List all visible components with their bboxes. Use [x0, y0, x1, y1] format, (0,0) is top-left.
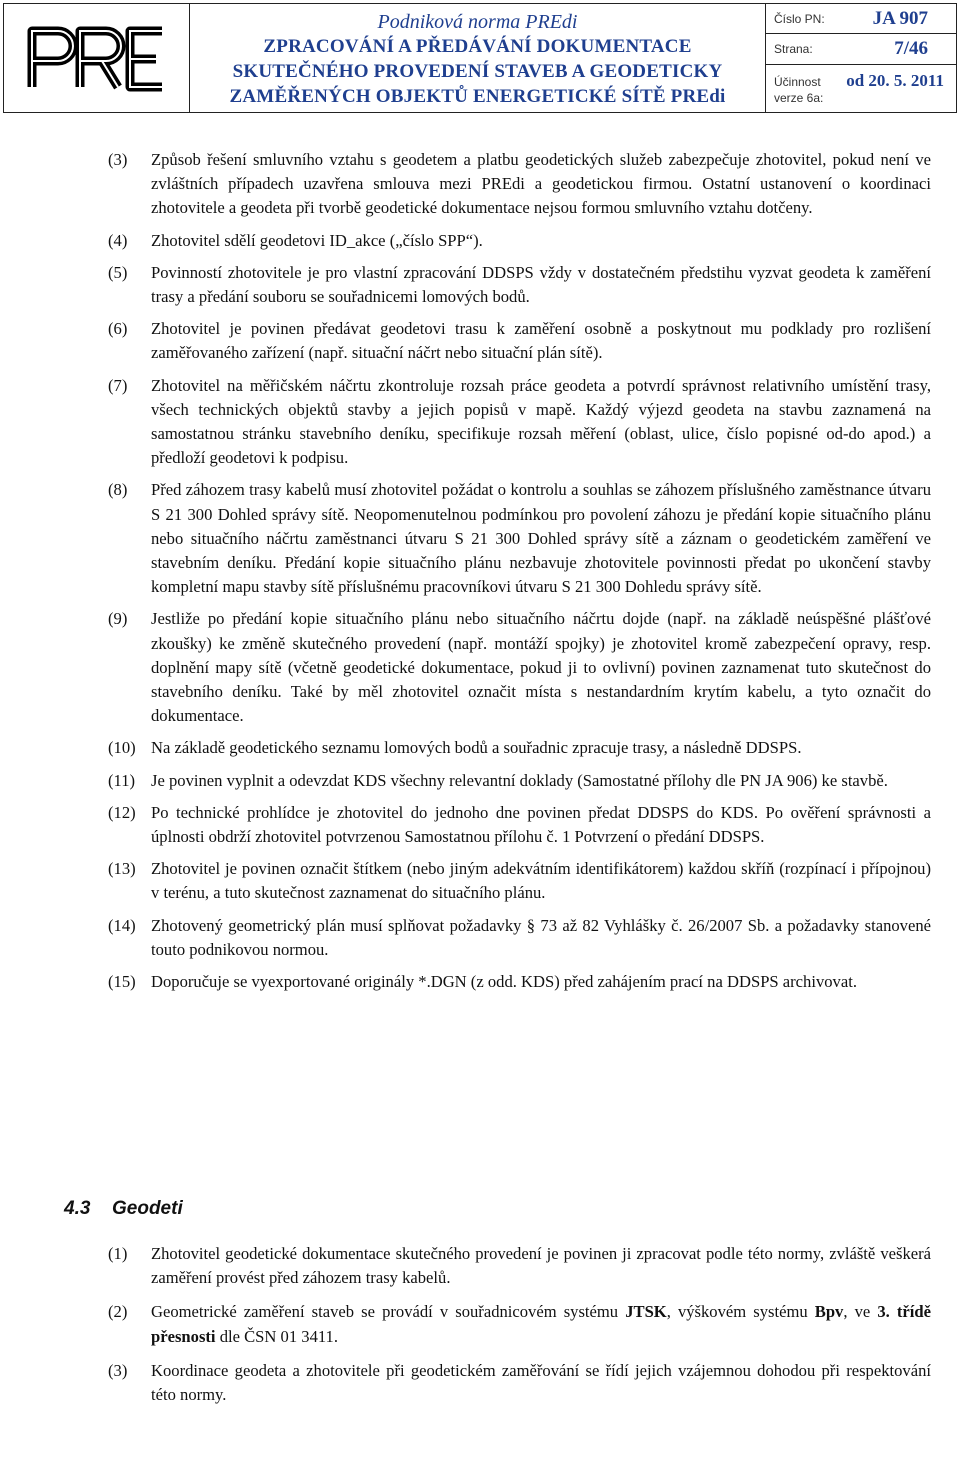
doc-number-row	[766, 4, 956, 34]
doc-number-label: Číslo PN:	[774, 11, 825, 26]
text-run: , ve	[843, 1302, 878, 1322]
norm-title: Podniková norma PREdi	[377, 11, 578, 33]
requirements-list	[108, 148, 931, 1002]
item-text: Koordinace geodeta a zhotovitele při geodetickém zaměřování se řídí jejich vzájemnou dohodou při respektování této normy.	[151, 1360, 931, 1405]
validity-value: od 20. 5. 2011	[846, 71, 944, 91]
accuracy-class: 3. třídě přesnosti	[151, 1302, 931, 1346]
item-number: (15)	[108, 972, 136, 992]
list-item	[108, 970, 931, 994]
list-item	[108, 374, 931, 471]
item-number: (2)	[108, 1302, 128, 1322]
item-text: Zhotovitel na měřičském náčrtu zkontroluje rozsah práce geodeta a potvrdí správnost relativního umístění trasy, všech technických objektů stavby a jejich popisů v mapě. Každý výjezd geodeta na stavbu zaznamená na samostatnou stránku stavebního deníku, specifikuje rozsah měření (oblast, ulice, číslo popisné od-do apod.) a předloží geodetovi k podpisu.	[151, 375, 931, 468]
surveyors-list	[108, 1242, 931, 1407]
text-run: dle ČSN 01 3411.	[215, 1326, 339, 1346]
item-text: Zhotovitel je povinen označit štítkem (nebo jiným adekvátním identifikátorem) každou skříň (rozpínací i přípojnou) v terénu, a tuto skutečnost zaznamenat do situačního plánu.	[151, 859, 931, 903]
item-number: (11)	[108, 770, 136, 790]
item-number: (1)	[108, 1244, 128, 1263]
item-number: (8)	[108, 480, 128, 500]
list-item	[108, 769, 931, 793]
list-item	[108, 261, 931, 309]
list-item	[108, 801, 931, 849]
header-title-block	[190, 4, 766, 112]
coordinate-system-name: JTSK	[625, 1302, 667, 1322]
item-number: (3)	[108, 1360, 128, 1380]
list-item	[108, 148, 931, 221]
item-text: Zhotovitel geodetické dokumentace skutečného provedení je povinen ji zpracovat podle této normy, zvláště veškerá zaměření provést před záhozem trasy kabelů.	[151, 1244, 931, 1288]
item-text: Na základě geodetického seznamu lomových bodů a souřadnic zpracuje trasy, a následně DDSPS.	[151, 738, 802, 758]
section-number: 4.3	[64, 1198, 91, 1219]
section-title: Geodeti	[112, 1198, 183, 1219]
validity-label: Účinnost	[774, 75, 821, 90]
item-number: (3)	[108, 150, 128, 169]
document-title-line-3: ZAMĚŘENÝCH OBJEKTŮ ENERGETICKÉ SÍTĚ PREdi	[229, 86, 726, 107]
list-item	[108, 1242, 931, 1290]
item-number: (7)	[108, 375, 128, 395]
item-number: (6)	[108, 319, 128, 339]
text-run: , výškovém systému	[666, 1302, 815, 1322]
validity-row	[766, 65, 956, 112]
item-text: Zhotovený geometrický plán musí splňovat požadavky § 73 až 82 Vyhlášky č. 26/2007 Sb. a požadavky stanovené touto podnikovou normou.	[151, 915, 931, 959]
item-text: Povinností zhotovitele je pro vlastní zpracování DDSPS vždy v dostatečném předstihu vyzvat geodeta k zaměření trasy a předání souboru se souřadnicemi lomových bodů.	[151, 262, 931, 307]
item-text: Doporučuje se vyexportované originály *.DGN (z odd. KDS) před zahájením prací na DDSPS archivovat.	[151, 972, 857, 992]
item-text: Po technické prohlídce je zhotovitel do jednoho dne povinen předat DDSPS do KDS. Po ověření správnosti a úplnosti obdrží zhotovitel potvrzenou Samostatnou přílohu č. 1 Potvrzení o předání DDSPS.	[151, 802, 931, 847]
pre-logo	[4, 4, 190, 112]
height-system-name: Bpv	[814, 1302, 844, 1322]
list-item	[108, 478, 931, 599]
pre-logo-icon	[22, 23, 172, 93]
section-heading	[64, 1198, 183, 1220]
item-text: Jestliže po předání kopie situačního plánu nebo situačního náčrtu dojde (např. na základě neúspěšné plášťové zkoušky) ke změně skutečného provedení (např. montáží spojky) je zhotovitel kromě zabezpečení opravy, resp. doplnění mapy sítě (včetně geodetické dokumentace, pokud ji to ovlivní) povinen zaznamenat tuto skutečnost do stavebního deníku. Také by měl zhotovitel označit místa s nestandardním krytím kabelu, a tyto označit do dokumentace.	[151, 609, 931, 726]
item-number: (4)	[108, 230, 128, 250]
item-text: Zhotovitel je povinen předávat geodetovi trasu k zaměření osobně a poskytnout mu podklady pro rozlišení zaměřovaného zařízení (např. situační náčrt nebo situační plán sítě).	[151, 319, 931, 363]
list-item	[108, 914, 931, 962]
document-header	[3, 3, 957, 113]
page-number-row	[766, 34, 956, 64]
item-number: (10)	[108, 738, 136, 758]
version-label: verze 6a:	[774, 91, 824, 106]
item-text: Před záhozem trasy kabelů musí zhotovitel požádat o kontrolu a souhlas se záhozem příslušného zaměstnance útvaru S 21 300 Dohled správy sítě. Neopomenutelnou podmínkou pro povolení záhozu je předání kopie situačního plánu nebo situačního náčrtu zaměstnanci útvaru S 21 300 Dohled správy sítě a záznam o geodetickém zaměření ve stavebním deníku. Předání kopie situačního plánu nezbavuje zhotovitele povinnosti předat po ukončení stavby kompletní mapu stavby sítě příslušnému pracovníkovi útvaru S 21 300 Dohledu správy sítě.	[151, 480, 931, 597]
page-number-value: 7/46	[894, 38, 928, 60]
page-number-label: Strana:	[774, 42, 813, 57]
item-number: (13)	[108, 859, 136, 879]
list-item	[108, 607, 931, 728]
header-meta-block	[766, 4, 956, 112]
list-item	[108, 736, 931, 760]
list-item	[108, 1300, 931, 1348]
doc-number-value: JA 907	[872, 7, 928, 29]
list-item	[108, 857, 931, 905]
item-number: (9)	[108, 609, 128, 629]
item-text	[151, 1300, 931, 1348]
list-item	[108, 317, 931, 365]
list-item	[108, 1359, 931, 1407]
item-number: (12)	[108, 802, 136, 822]
document-title-line-1: ZPRACOVÁNÍ A PŘEDÁVÁNÍ DOKUMENTACE	[263, 36, 692, 57]
item-number: (5)	[108, 262, 128, 282]
item-number: (14)	[108, 915, 136, 935]
list-item	[108, 229, 931, 253]
item-text: Zhotovitel sdělí geodetovi ID_akce („číslo SPP“).	[151, 230, 483, 250]
text-run: Geometrické zaměření staveb se provádí v souřadnicovém systému	[151, 1302, 626, 1322]
item-text: Způsob řešení smluvního vztahu s geodetem a platbu geodetických služeb zabezpečuje zhotovitel, pokud není ve zvláštních případech uzavřena smlouva mezi PREdi a geodetickou firmou. Ostatní ustanovení o koordinaci zhotovitele a geodeta při tvorbě geodetické dokumentace nejsou formou smluvního vztahu dotčeny.	[151, 150, 931, 218]
item-text: Je povinen vyplnit a odevzdat KDS všechny relevantní doklady (Samostatné přílohy dle PN JA 906) ke stavbě.	[151, 770, 888, 790]
document-title-line-2: SKUTEČNÉHO PROVEDENÍ STAVEB A GEODETICKY	[232, 61, 723, 82]
